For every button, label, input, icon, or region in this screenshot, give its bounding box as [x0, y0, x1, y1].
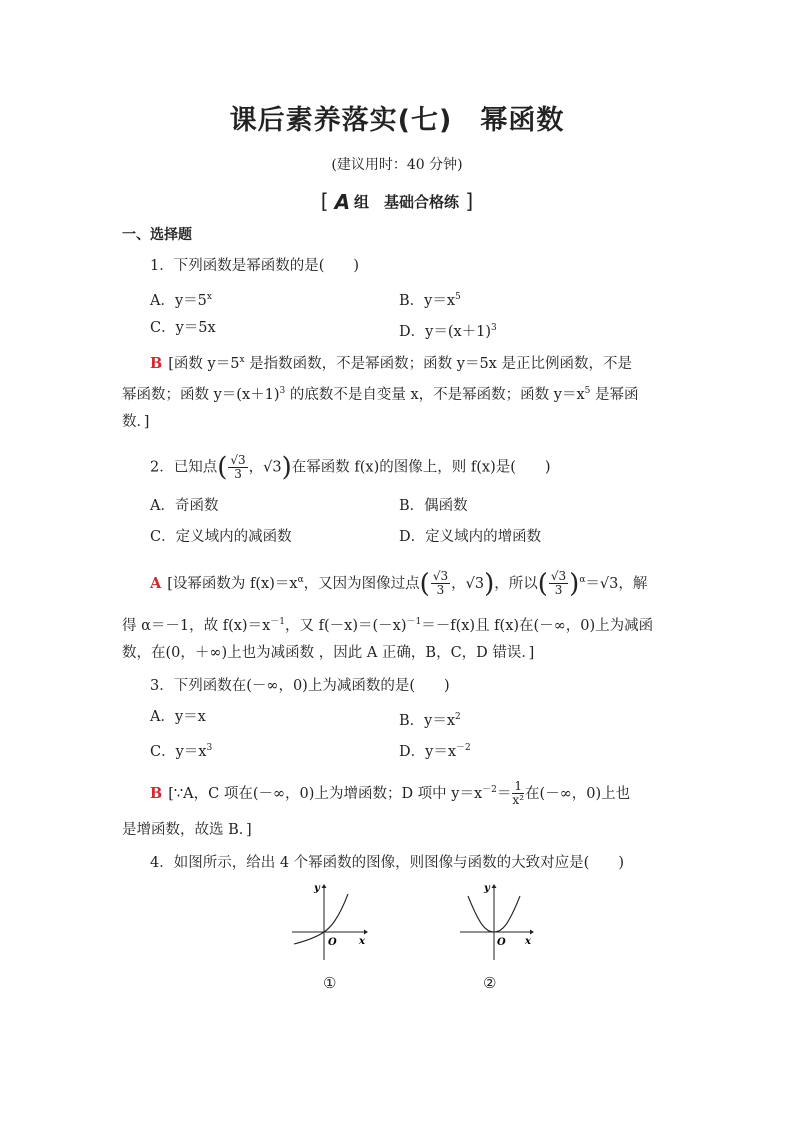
group-badge: A [334, 190, 351, 214]
q2-explanation-line-2: 得 α＝－1，故 $f(x)=x^{-1}$，又 $f(-x)=(-x)^{-1}=-f(x)$且 f(x)在(－∞，0)上为减函 [122, 617, 654, 634]
q3-answer: B [150, 784, 163, 802]
y-axis-arrow-1 [322, 884, 327, 888]
curve-1 [294, 894, 348, 944]
q3-stem: 3．下列函数在(－∞，0)上为减函数的是( ) [150, 678, 450, 694]
q1-option-c: C．y＝5x [150, 320, 216, 336]
q2-option-c: C．定义域内的减函数 [150, 529, 292, 545]
group-label: 组 基础合格练 [354, 193, 460, 211]
q1-explanation-line-3: 数．] [122, 414, 150, 430]
q2-option-a: A．奇函数 [150, 498, 219, 514]
origin-label-2: O [497, 937, 506, 948]
q4-stem: 4．如图所示，给出 4 个幂函数的图像，则图像与函数的大致对应是( ) [150, 855, 624, 871]
y-axis-label-2: y [484, 883, 490, 894]
q3-explanation-line-1: B [∵A，C 项在(－∞，0)上为增函数；D 项中 $y=x^{-2}=$ $\frac{1}{\text{x²}}$ 在(－∞，0)上也 [150, 779, 631, 808]
q2-fraction: $\frac{√3}{3}$ [230, 453, 246, 481]
q2-answer: A [150, 574, 162, 592]
q3-explanation-line-2: 是增函数，故选 B．] [122, 822, 252, 838]
y-axis-label-1: y [314, 883, 320, 894]
q3-option-c: C．$y=x^3$ [150, 743, 213, 760]
section-heading: 一、选择题 [122, 227, 192, 243]
q3-option-b: B．$y=x^2$ [399, 712, 461, 729]
suggested-time: (建议用时：40 分钟) [331, 157, 463, 173]
x-axis-label-2: x [525, 936, 531, 947]
q3-option-d: D．$y=x^{-2}$ [399, 743, 471, 760]
q1-answer: B [150, 354, 163, 372]
q2-option-d: D．定义域内的增函数 [399, 529, 542, 545]
q3-fraction: $\frac{1}{\text{x²}}$ [512, 779, 524, 808]
bracket-left: [ [320, 189, 329, 213]
origin-label-1: O [328, 937, 337, 948]
q3-option-a: A．y＝x [150, 709, 206, 725]
q2-explanation-line-1: A [设幂函数为 $f(x)=x^\alpha$，又因为图像过点( $\frac{√3}{3}$ ，√3)，所以( $\frac{√3}{3}$ )$^\alpha$＝√3，解 [150, 568, 648, 599]
q1-stem: 1．下列函数是幂函数的是( ) [150, 258, 360, 274]
bracket-right: ] [459, 189, 474, 213]
y-axis-arrow-2 [492, 884, 497, 888]
x-axis-arrow-2 [530, 930, 534, 935]
q4-graph-2-label: ② [483, 974, 497, 992]
x-axis-arrow-1 [364, 930, 368, 935]
page-title: 课后素养落实(七) 幂函数 [229, 105, 565, 136]
q4-graph-2 [458, 882, 538, 962]
q2-stem: 2．已知点( $\frac{√3}{3}$ ，√3)在幂函数 f(x)的图像上，则 f(x)是( ) [150, 452, 551, 483]
q2-explanation-line-3: 数，在(0，＋∞)上也为减函数 ，因此 A 正确，B，C，D 错误．] [122, 645, 535, 661]
q1-option-b: B．$y=x^5$ [399, 292, 461, 309]
q1-option-d: D．$y=(x+1)^3$ [399, 323, 497, 340]
q2-option-b: B．偶函数 [399, 498, 468, 514]
q1-option-a: A．$y=5^x$ [150, 292, 212, 309]
x-axis-label-1: x [359, 936, 365, 947]
q1-explanation-line-2: 幂函数；函数 $y=(x+1)^3$ 的底数不是自变量 x，不是幂函数；函数 $y=x^5$ 是幂函 [122, 386, 639, 403]
q1-explanation-line-1: B [函数 $y=5^x$ 是指数函数，不是幂函数；函数 y＝5x 是正比例函数，不是 [150, 354, 632, 372]
q4-graph-1 [290, 882, 370, 962]
group-heading [0, 189, 794, 214]
q4-graph-1-label: ① [323, 974, 337, 992]
